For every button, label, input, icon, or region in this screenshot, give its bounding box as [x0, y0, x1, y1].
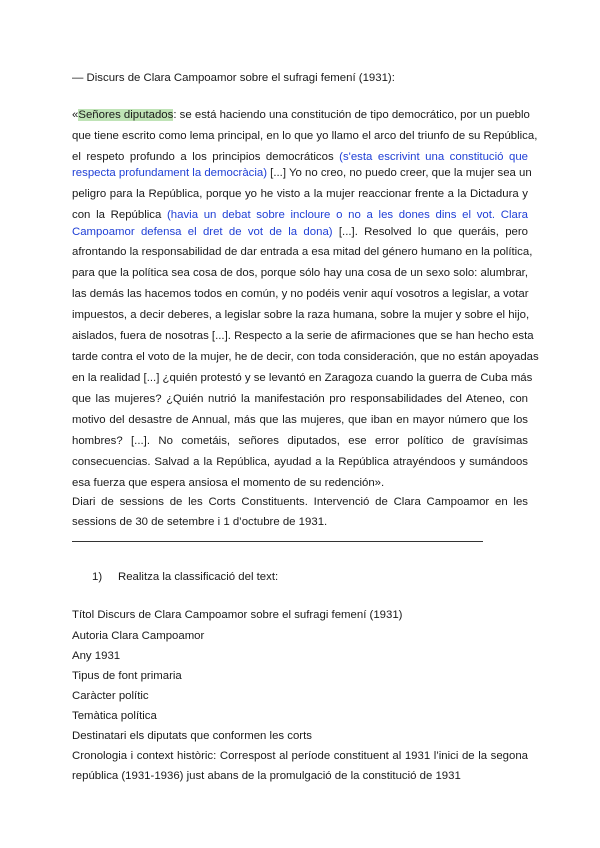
source-line: Diari de sessions de les Corts Constituents. Intervenció de Clara Campoamor en les: [72, 496, 528, 508]
chronology-line: república (1931-1936) just abans de la promulgació de la constitució de 1931: [72, 770, 461, 782]
speech-line: que las mujeres? ¿Quién nutrió la manifestación pro responsabilidades del Ateneo, con: [72, 393, 528, 405]
separator-line: [72, 541, 483, 542]
annotation-text: Campoamor defensa el dret de vot de la dona): [72, 226, 333, 238]
annotation-text: (havia un debat sobre incloure o no a les dones dins el vot. Clara: [167, 209, 528, 221]
speech-line: en la realidad [...] ¿quién protestó y se levantó en Zaragoza cuando la guerra de Cuba más: [72, 372, 533, 384]
classification-item: Any 1931: [72, 650, 121, 662]
chronology-line: Cronologia i context històric: Correspost al període constituent al 1931 l’inici de la segona: [72, 750, 528, 762]
classification-item: Temàtica política: [72, 710, 157, 722]
speech-line: el respeto profundo a los principios democráticos (s'esta escrivint una constitució que: [72, 151, 528, 163]
speech-line: «Señores diputados: se está haciendo una constitución de tipo democrático, por un pueblo: [72, 109, 530, 121]
annotation-text: respecta profundament la democràcia): [72, 167, 268, 179]
classification-item: Caràcter polític: [72, 690, 149, 702]
classification-item: Destinatari els diputats que conformen les corts: [72, 730, 312, 742]
speech-line: las demás las hacemos todos en común, y no podéis venir aquí vosotros a legislar, a votar: [72, 288, 529, 300]
classification-item: Títol Discurs de Clara Campoamor sobre el sufragi femení (1931): [72, 609, 403, 621]
document-heading: — Discurs de Clara Campoamor sobre el sufragi femení (1931):: [72, 72, 395, 84]
question-text: Realitza la classificació del text:: [118, 571, 279, 583]
source-line: sessions de 30 de setembre i 1 d’octubre de 1931.: [72, 516, 328, 528]
speech-line: tarde contra el voto de la mujer, he de decir, con toda consideración, que no están apoyadas: [72, 351, 539, 363]
annotation-text: (s'esta escrivint una constitució que: [339, 151, 528, 163]
question-number: 1): [92, 571, 103, 583]
highlighted-phrase: Señores diputados: [78, 109, 174, 121]
speech-line: Campoamor defensa el dret de vot de la dona) [...]. Resolved lo que queráis, pero: [72, 226, 528, 238]
speech-line: motivo del desastre de Annual, más que las mujeres, que iban en mayor número que los: [72, 414, 528, 426]
classification-item: Tipus de font primaria: [72, 670, 182, 682]
speech-line: aislados, fuera de nosotras [...]. Respecto a la serie de afirmaciones que se han hecho esta: [72, 330, 534, 342]
speech-line: afrontando la responsabilidad de dar entrada a esa mitad del género humano en la política,: [72, 246, 533, 258]
speech-line: con la República (havia un debat sobre incloure o no a les dones dins el vot. Clara: [72, 209, 528, 221]
speech-line: impuestos, a decir deberes, a legislar sobre la raza humana, sobre la mujer y sobre el hijo,: [72, 309, 530, 321]
speech-line: respecta profundament la democràcia) [...] Yo no creo, no puedo creer, que la mujer sea un: [72, 167, 532, 179]
speech-line: consecuencias. Salvad a la República, ayudad a la República atrayéndoos y sumándoos: [72, 456, 528, 468]
speech-line: hombres? [...]. No cometáis, señores diputados, ese error político de gravísimas: [72, 435, 528, 447]
speech-line: para que la política sea cosa de dos, porque sólo hay una cosa de un sexo solo: alumbrar,: [72, 267, 528, 279]
speech-line: esa fuerza que espera ansiosa el momento de su redención».: [72, 477, 385, 489]
speech-line: que tiene escrito como lema principal, en lo que yo llamo el arco del triunfo de su República,: [72, 130, 538, 142]
classification-item: Autoria Clara Campoamor: [72, 630, 205, 642]
speech-line: peligro para la República, porque yo he visto a la mujer reaccionar frente a la Dictadura y: [72, 188, 528, 200]
